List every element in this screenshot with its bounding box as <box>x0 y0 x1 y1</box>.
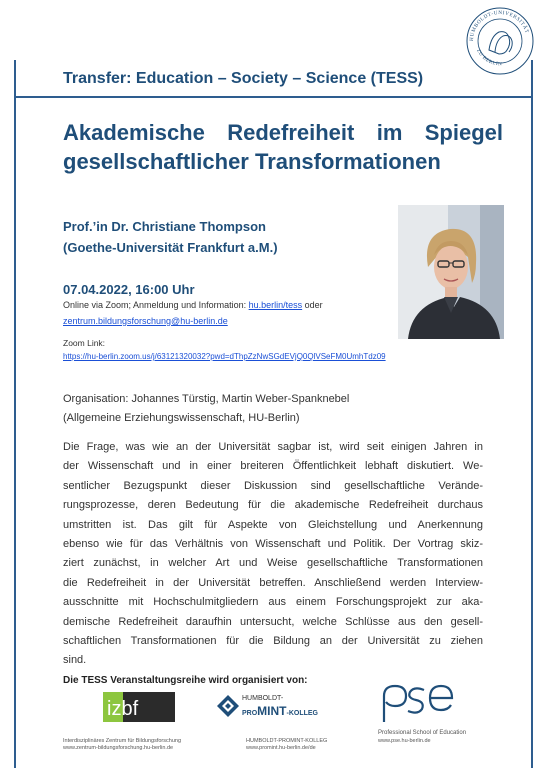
abstract-line: sentlicher Bezugspunkt dieser Diskussion sind gesellschaftliche Verände- <box>63 479 483 492</box>
promint-url: www.promint.hu-berlin.de/de <box>246 745 316 751</box>
humboldt-seal-icon <box>465 6 535 76</box>
abstract-line: sind. <box>63 654 87 667</box>
organisation-department: (Allgemeine Erziehungswissenschaft, HU-Berlin) <box>63 412 300 424</box>
series-title: Transfer: Education – Society – Science (TESS) <box>63 70 424 87</box>
zoom-link-row <box>63 352 386 361</box>
header-divider <box>14 96 533 98</box>
promint-logo-line2 <box>242 704 318 718</box>
talk-title-line: gesellschaftlicher Transformationen <box>63 149 441 174</box>
pse-caption: Professional School of Education <box>378 730 467 736</box>
contact-email-row <box>63 316 228 326</box>
pse-logo <box>378 682 523 756</box>
abstract-line: Die Frage, was wie an der Universität sagbar ist, wird seit einigen Jahren in <box>63 441 483 453</box>
talk-title <box>63 118 503 176</box>
promint-logo <box>216 692 366 756</box>
promint-logo-mint: MINT <box>257 704 287 718</box>
abstract-line: der Wissenschaft und in einer breiteren Öffentlichkeit lebhaft diskutiert. We- <box>63 460 483 473</box>
abstract-line: umstritten ist. Das gilt für Aspekte von Gleichstellung und Anerkennung <box>63 518 483 531</box>
speaker-photo <box>398 205 504 339</box>
promint-caption: HUMBOLDT-PROMINT-KOLLEG <box>246 738 328 744</box>
event-datetime: 07.04.2022, 16:00 Uhr <box>63 282 195 297</box>
organisation-names: Organisation: Johannes Türstig, Martin Weber-Spanknebel <box>63 393 350 405</box>
svg-text:HUMBOLDT-UNIVERSITÄT: HUMBOLDT-UNIVERSITÄT <box>468 9 530 42</box>
izbf-logo <box>63 686 238 756</box>
registration-link[interactable]: hu.berlin/tess <box>248 300 303 310</box>
izbf-caption: Interdisziplinäres Zentrum für Bildungsforschung <box>63 738 182 744</box>
talk-title-line: Akademische Redefreiheit im Spiegel <box>63 120 503 145</box>
pse-logo-mark <box>378 682 458 724</box>
abstract-line: ziert zunächst, in welcher Art und Weise gesellschaftliche Transformationen <box>63 557 483 570</box>
contact-email-link[interactable]: zentrum.bildungsforschung@hu-berlin.de <box>63 316 228 326</box>
promint-logo-line1: HUMBOLDT- <box>242 695 284 702</box>
izbf-url: www.zentrum-bildungsforschung.hu-berlin.de <box>63 745 174 751</box>
online-info-text: Online via Zoom; Anmeldung und Information: <box>63 300 249 310</box>
promint-diamond-icon <box>216 694 240 718</box>
abstract-line: demische Redefreiheit daraufhin untersucht, welche Schlüsse aus den gesell- <box>63 615 483 628</box>
online-info <box>63 300 323 310</box>
izbf-logo-text: izbf <box>107 698 139 720</box>
abstract-line: die Redefreiheit in der Universität betreffen. Anschließend werden Interview- <box>63 576 483 589</box>
svg-text:ZU BERLIN: ZU BERLIN <box>475 48 503 68</box>
abstract-line: schaftlichen Transformationen für die Bildung an der Universität zu ziehen <box>63 635 483 648</box>
zoom-label: Zoom Link: <box>63 338 106 348</box>
promint-logo-kolleg: -KOLLEG <box>286 710 318 717</box>
speaker-name: Prof.’in Dr. Christiane Thompson <box>63 219 266 234</box>
organizers-heading: Die TESS Veranstaltungsreihe wird organisiert von: <box>63 675 308 686</box>
zoom-link[interactable]: https://hu-berlin.zoom.us/j/63121320032?pwd=dThpZzNwSGdEVjQ0QlVSeFM0UmhTdz09 <box>63 352 386 361</box>
promint-logo-pro: PRO <box>242 710 258 717</box>
abstract-line: ausschnitte mit Hochschulmitgliedern aus einem Forschungsprojekt zur aka- <box>63 596 483 609</box>
izbf-logo-mark <box>103 692 175 722</box>
abstract <box>63 438 483 671</box>
speaker-affiliation: (Goethe-Universität Frankfurt a.M.) <box>63 240 278 255</box>
online-info-suffix: oder <box>302 300 323 310</box>
abstract-line: ebenso wie für das Verhältnis von Wissenschaft und Politik. Der Vortrag skiz- <box>63 538 483 551</box>
pse-url: www.pse.hu-berlin.de <box>378 738 431 744</box>
abstract-line: rungsprozesse, deren Bedeutung für die akademische Redefreiheit durchaus <box>63 499 483 512</box>
